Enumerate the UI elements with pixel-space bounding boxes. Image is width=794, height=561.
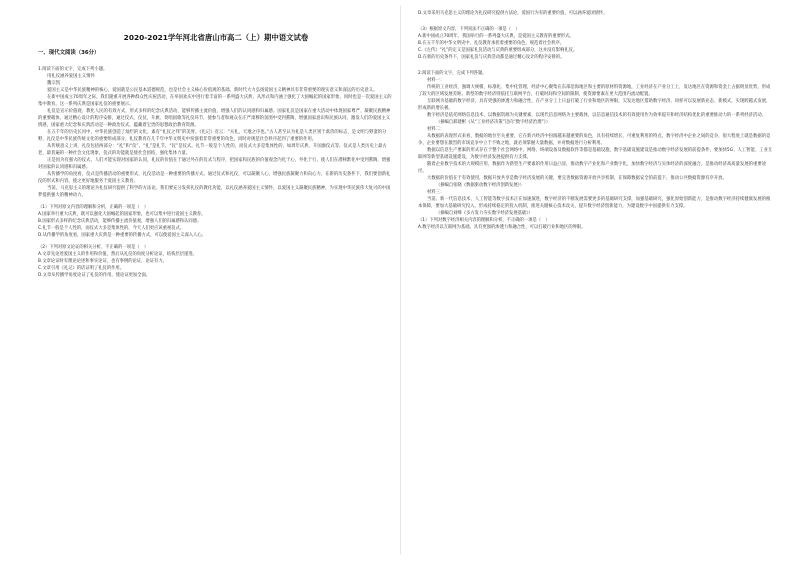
material-paragraph: 大数据的价值在于有效使用，数据开放共享是数字经济发展的关键，要完善数据资源开放共享机制，在保障数据安全的前提下，推动公共数据资源有序开放。 xyxy=(427,176,727,181)
material-paragraph: 互联网为基础的数字经济，具有更强的渗透力和融合性，在产业分工上日益打破了行业和地区的界限，欠发达地区借助数字经济，同样可以发展新业态、新模式，实现跨越式发展，形成新的增长极。 xyxy=(418,99,771,111)
answer-option: D.文章从传播学角度论证了礼仪的作用，使论证更加全面。 xyxy=(38,273,151,278)
answer-option: A.国家举行重大庆典，既可以强化大国崛起的国家形象，也可以集中进行爱国主义教育。 xyxy=(38,212,206,217)
answer-option: D.从传播学的角度看，国家重大庆典是一种重要的传播方式，可以使爱国主义深入人心。 xyxy=(38,233,206,238)
answer-option: B.在五千年的中华文明史中，礼仪教育承担着重要的角色，规范着社会秩序。 xyxy=(418,41,565,46)
answer-option: A.文章先论述爱国主义的作用和价值，然后从礼仪的角度分析论证，结构层层递进。 xyxy=(38,252,197,257)
material-paragraph: 传统的工业经济，强调大规模、标准化、集中化管理，经济中心聚集在东部沿海地区和主要的原材料资源地，工业经济在产业分工上，发达地区在资源和资金上占据明显优势，形成了较大的区域发展差距。新型的数字经济则依托互联网平台，打破时间和空间的限制，使资源要素在更大范围内流动配置。 xyxy=(418,85,771,97)
material-paragraph: 当前，新一代信息技术、人工智能等数字技术正在加速演进，数字经济的不断发展需要更多的基础研究支撑，加强基础研究，强化原始创新能力，是推动数字经济持续健康发展的根本保障，要加大基础研究投入，形成持续稳定的投入机制，推进关键核心技术攻关，提升数字经济创新能力，为建设数字中国提供有力支撑。 xyxy=(418,197,771,209)
essay-paragraph: 在五千年的历史长河中，中华民族创造了灿烂的文化，素有“礼仪之邦”的美誉。《礼记》有云：“夫礼，天地之序也。”古人甚至认为礼是人类区别于禽兽的标志，是文明与野蛮的分野，礼仪是中华民族传统文化的重要组成部分，礼仪教育在几千年中华文明史中扮演着非常重要的角色，同时对规范社会秩序起到了重要的作用。 xyxy=(38,130,387,142)
question-stem: （2）下列对原文论证的相关分析，不正确的一项是（ ） xyxy=(38,245,149,250)
question-stem: （1）下列对数字经济相关内容的理解和分析，不正确的一项是（ ） xyxy=(418,218,550,223)
essay-paragraph: 在新中国成立70周年之际，我们隆重开展各种群众性庆祝活动，在举国欢庆中进行着丰富的一系列盛大庆典，从形式和内涵上强化了大国崛起的国家形象，同时也是一次爱国主义的集中教育。这一系列庆典是国家礼仪的重要展示。 xyxy=(38,95,392,107)
material-paragraph: 随着企业数字技术的大规模应用，数据作为新型生产要素的作用日益凸显，推动数字产业化和产业数字化，加快数字经济与实体经济的深度融合，是推动经济高质量发展的重要途径。 xyxy=(418,162,767,174)
essay-paragraph: 从传播学的角度看，仪式是传播活动的重要形式，礼仪活动是一种重要的传播方式。通过仪式和礼仪，可以凝聚人心，增强民族凝聚力和向心力，在新的历史条件下，我们要创新礼仪的形式和内容，使之更好地服务于爱国主义教育。 xyxy=(38,172,391,184)
column-divider xyxy=(400,6,401,554)
material-source: （摘编自张晓《数据驱动数字经济创新发展》） xyxy=(436,183,525,188)
left-column xyxy=(38,10,394,555)
right-column xyxy=(418,10,774,555)
answer-option: C.《左传》“礼”的定义是国家礼仪活动与庆典的重要组成部分，这并没有影响礼仪。 xyxy=(418,48,578,53)
question-stem: （1）下列对原文内容的理解和分析，正确的一项是（ ） xyxy=(38,205,149,210)
essay-paragraph: 正是因为有强大的仪式，人们才能实现对国家的认同，礼仪的价值在于通过外在的仪式与程序，把国家和民族的价值观念内化于心，外化于行，使人们在潜移默化中受到熏陶，增强对国家的认同感和归属感。 xyxy=(38,158,391,170)
essay-paragraph: 礼仪是宣示价值观、教化人民的有效方式，形式多样的纪念庆典活动，能够传播主流价值，增强人们的认同感和归属感。国家礼仪是国家在重大活动中体现国家尊严、凝聚民族精神的重要载体，通过精心设计的程序安排，通过仪式、仪仗、升旗、奏唱国歌等礼仪环节，使参与者和观众在庄严肃穆的氛围中受到熏陶，增强国家意识和民族认同，激发人们的爱国主义情感，国家重大纪念和庆典活动是一种政治仪式，蕴藏着宝贵的思想政治教育资源。 xyxy=(38,109,391,128)
material-paragraph: 从数据的表现形式来看，数据的地位至关重要，它在新兴经济中扮演越来越重要的角色，具有持续增长、可重复利用的特点，数字经济中企业之间的竞争，很大程度上就是数据的竞争，企业要想在激烈的市场竞争中立于不败之地，就必须掌握大量数据，并对数据进行分析利用。 xyxy=(418,134,771,146)
essay-paragraph: 爱国主义是中华民族精神的核心，爱国就是公民基本道德规范，也是社会主义核心价值观的基础。新时代大力弘扬爱国主义精神具有非常重要的现实意义和深远的历史意义。 xyxy=(47,88,378,93)
answer-option: B.国家形式多样的纪念庆典活动，能够传播主流价值观，增强人们的归属感和认同感。 xyxy=(38,219,202,224)
answer-option: D.在新的历史条件下，国家礼仪与庆典活动都是通过精心设计的程序安排的。 xyxy=(418,55,565,60)
answer-option: C.文章引用《礼记》的话证明了礼仪的作用。 xyxy=(38,266,125,271)
material-label: 材料一： xyxy=(427,78,445,83)
question-intro: 2.阅读下面的文字，完成下列各题。 xyxy=(418,71,487,76)
answer-option: A.新中国成立70周年，我国举行的一系列盛大庆典，是爱国主义教育的重要形式。 xyxy=(418,34,574,39)
essay-paragraph: 当前，马克思主义的理论为礼仪研究提供了科学的方法论，我们要充分发挥礼仪的教化功能，以礼仪涵养爱国主义情怀，以爱国主义凝聚民族精神，为实现中华民族伟大复兴的中国梦提供强大的精神动力。 xyxy=(38,186,391,198)
section-heading: 一、现代文阅读（36分） xyxy=(38,50,100,56)
material-paragraph: 数据以信息生产要素的形式存在于整个社会网络中，网络、终端设备及数据软件等都是基础设施，数字基础设施建设是推动数字经济发展的前提条件，要加快5G、人工智能、工业互联网等新型基础设施建设，为数字经济发展提供有力支撑。 xyxy=(418,148,773,160)
answer-option: D.文章采用马克思主义的理论为礼仪研究提供方法论，爱国行为有的重要价值，可以涵养爱国情怀。 xyxy=(418,11,608,16)
question-intro: 1.阅读下面的文字，完成下列小题。 xyxy=(38,67,108,72)
paper-title: 2020-2021学年河北省唐山市高二（上）期中语文试卷 xyxy=(123,33,309,42)
material-label: 材料三： xyxy=(427,190,445,195)
essay-title: 用礼仪涵养爱国主义情怀 xyxy=(47,74,95,79)
material-paragraph: 数字经济是依托网络信息技术，以数据资源为关键要素，以现代信息网络为主要载体，以信息通信技术的有效使用作为效率提升和经济结构优化的重要推动力的一系列经济活动。 xyxy=(427,113,767,118)
answer-option: B.文章论证时有理论论述和事实论证，也有事例的论证，论证有力。 xyxy=(38,259,167,264)
answer-option: A.数字经济以互联网为基础，具有更强的渗透力和融合性，可以打破行业和地区的界限。 xyxy=(418,225,586,230)
essay-author: 魏宗凯 xyxy=(47,81,61,86)
material-source: （摘编自刘峰《多方发力夯实数字经济发展基础》） xyxy=(436,211,533,216)
material-source: （摘编自郝建彬《从“工业经济决策”迈向“数字经济治理”》） xyxy=(436,120,551,125)
essay-paragraph: 从传统意义上讲，礼仪包括两部分：“礼”和“仪”。“礼”是礼节，“仪”是仪式。礼节一般是个人性的，而仪式大多是集体性的，如周年庆典、升国旗仪式等。仪式是人类历史上最古老、最普遍的一种社会文化现象，仪式的功能就是使社会团结，强化集体力量。 xyxy=(38,144,387,156)
question-stem: （3）根据原文内容，下列说法不正确的一项是（ ） xyxy=(418,27,520,32)
answer-option: C.礼节一般是个人性的，而仪式大多是集体性的，今天人们更应该重视仪式。 xyxy=(38,226,185,231)
material-label: 材料二： xyxy=(427,127,445,132)
